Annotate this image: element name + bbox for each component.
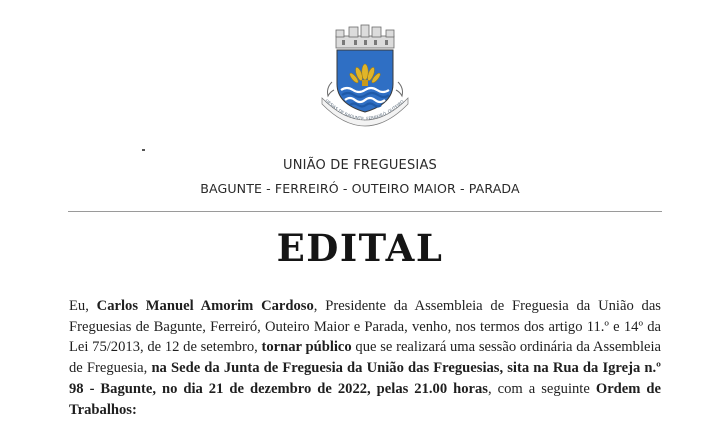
crest-ribbon-text: UESIAS DE BAGUNTE, FERREIRÓ, OUTEIRO [324, 98, 405, 122]
crest-icon [318, 22, 412, 138]
document-body [69, 296, 661, 420]
body-text-segment: Eu, [69, 298, 97, 314]
scan-speck [142, 149, 145, 151]
body-text-segment: , Presidente da Assembleia de Freguesia da União das Freguesias de Bagunte, Ferreiró, Outeiro Maior e Parada, venho, nos termos dos artigo 11.º e 14º da Lei 75/2013, de 12 de setembro, [69, 298, 661, 356]
header-divider [68, 211, 662, 212]
document-title: EDITAL [276, 226, 444, 270]
agenda-heading: Ordem de Trabalhos: [69, 380, 662, 418]
org-name: UNIÃO DE FREGUESIAS [282, 158, 438, 173]
body-text-segment: , com a seguinte [488, 380, 596, 397]
org-parishes: BAGUNTE - FERREIRÓ - OUTEIRO MAIOR - PARADA [200, 181, 520, 196]
body-emphasis: tornar público [261, 339, 352, 356]
body-text-segment: que se realizará uma sessão ordinária da Assembleia de Freguesia, [69, 339, 662, 377]
meeting-location-date: na Sede da Junta de Freguesia da União das Freguesias, sita na Rua da Igreja n.º 98 - Bagunte, no dia 21 de dezembro de 2022, pelas 21.00 horas [69, 360, 661, 397]
president-name: Carlos Manuel Amorim Cardoso [96, 298, 314, 314]
